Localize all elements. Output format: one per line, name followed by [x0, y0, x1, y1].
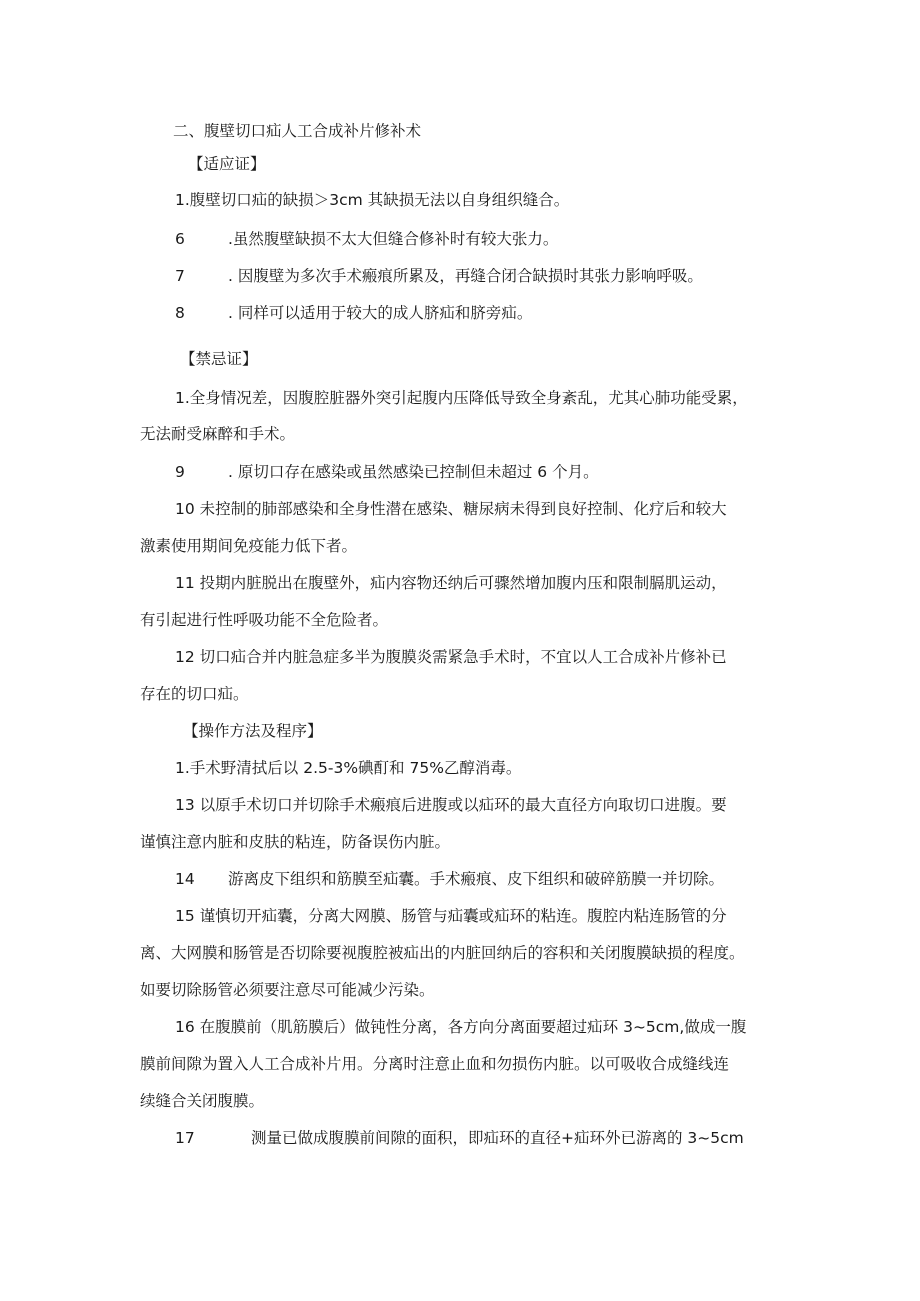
- contraindication-item-11-line-2: 有引起进行性呼吸功能不全危险者。: [140, 611, 389, 629]
- indication-item-1: 1.腹壁切口疝的缺损＞3cm 其缺损无法以自身组织缝合。: [175, 191, 570, 209]
- procedure-heading: 【操作方法及程序】: [183, 722, 323, 740]
- procedure-step-13-line-1: 13 以原手术切口并切除手术瘢痕后进腹或以疝环的最大直径方向取切口进腹。要: [175, 796, 727, 814]
- indication-item-7: [175, 262, 703, 290]
- item-text: 游离皮下组织和筋膜至疝囊。手术瘢痕、皮下组织和破碎筋膜一并切除。: [228, 870, 725, 888]
- procedure-step-17: [175, 1124, 744, 1152]
- indications-heading: 【适应证】: [188, 155, 266, 173]
- contraindications-heading: 【禁忌证】: [180, 350, 258, 368]
- procedure-step-15-line-1: 15 谨慎切开疝囊，分离大网膜、肠管与疝囊或疝环的粘连。腹腔内粘连肠管的分: [175, 907, 727, 925]
- contraindication-item-12-line-1: 12 切口疝合并内脏急症多半为腹膜炎需紧急手术时，不宜以人工合成补片修补已: [175, 648, 727, 666]
- item-number: 7: [175, 267, 185, 285]
- item-number: 14: [175, 870, 195, 888]
- procedure-step-15-line-3: 如要切除肠管必须要注意尽可能减少污染。: [140, 981, 435, 999]
- indication-item-6: [175, 225, 558, 253]
- contraindication-item-10-line-1: 10 未控制的肺部感染和全身性潜在感染、糖尿病未得到良好控制、化疗后和较大: [175, 500, 727, 518]
- item-number: 8: [175, 304, 185, 322]
- contraindication-item-9: [175, 458, 599, 486]
- procedure-step-15-line-2: 离、大网膜和肠管是否切除要视腹腔被疝出的内脏回纳后的容积和关闭腹膜缺损的程度。: [140, 944, 745, 962]
- item-text: .虽然腹壁缺损不太大但缝合修补时有较大张力。: [228, 230, 559, 248]
- contraindication-item-11-line-1: 11 投期内脏脱出在腹壁外，疝内容物还纳后可骤然增加腹内压和限制膈肌运动，: [175, 574, 727, 592]
- procedure-step-16-line-2: 膜前间隙为置入人工合成补片用。分离时注意止血和勿损伤内脏。以可吸收合成缝线连: [140, 1055, 730, 1073]
- procedure-step-16-line-1: 16 在腹膜前（肌筋膜后）做钝性分离，各方向分离面要超过疝环 3~5cm,做成一腹: [175, 1018, 747, 1036]
- procedure-step-16-line-3: 续缝合关闭腹膜。: [140, 1092, 265, 1110]
- item-number: 17: [175, 1129, 195, 1147]
- section-title: 二、腹壁切口疝人工合成补片修补术: [173, 122, 422, 140]
- item-number: 6: [175, 230, 185, 248]
- item-text: . 同样可以适用于较大的成人脐疝和脐旁疝。: [228, 304, 533, 322]
- item-text: . 原切口存在感染或虽然感染已控制但未超过 6 个月。: [228, 463, 599, 481]
- contraindication-item-1-line-1: 1.全身情况差，因腹腔脏器外突引起腹内压降低导致全身紊乱，尤其心肺功能受累，: [175, 389, 748, 407]
- item-text: 测量已做成腹膜前间隙的面积，即疝环的直径+疝环外已游离的 3~5cm: [251, 1129, 744, 1147]
- procedure-step-13-line-2: 谨慎注意内脏和皮肤的粘连，防备误伤内脏。: [140, 833, 451, 851]
- contraindication-item-10-line-2: 激素使用期间免疫能力低下者。: [140, 537, 358, 555]
- procedure-step-1: 1.手术野清拭后以 2.5-3%碘酊和 75%乙醇消毒。: [175, 759, 522, 777]
- contraindication-item-12-line-2: 存在的切口疝。: [140, 685, 249, 703]
- contraindication-item-1-line-2: 无法耐受麻醉和手术。: [140, 425, 296, 443]
- item-text: . 因腹壁为多次手术瘢痕所累及，再缝合闭合缺损时其张力影响呼吸。: [228, 267, 703, 285]
- procedure-step-14: [175, 865, 724, 893]
- item-number: 9: [175, 463, 185, 481]
- indication-item-8: [175, 299, 532, 327]
